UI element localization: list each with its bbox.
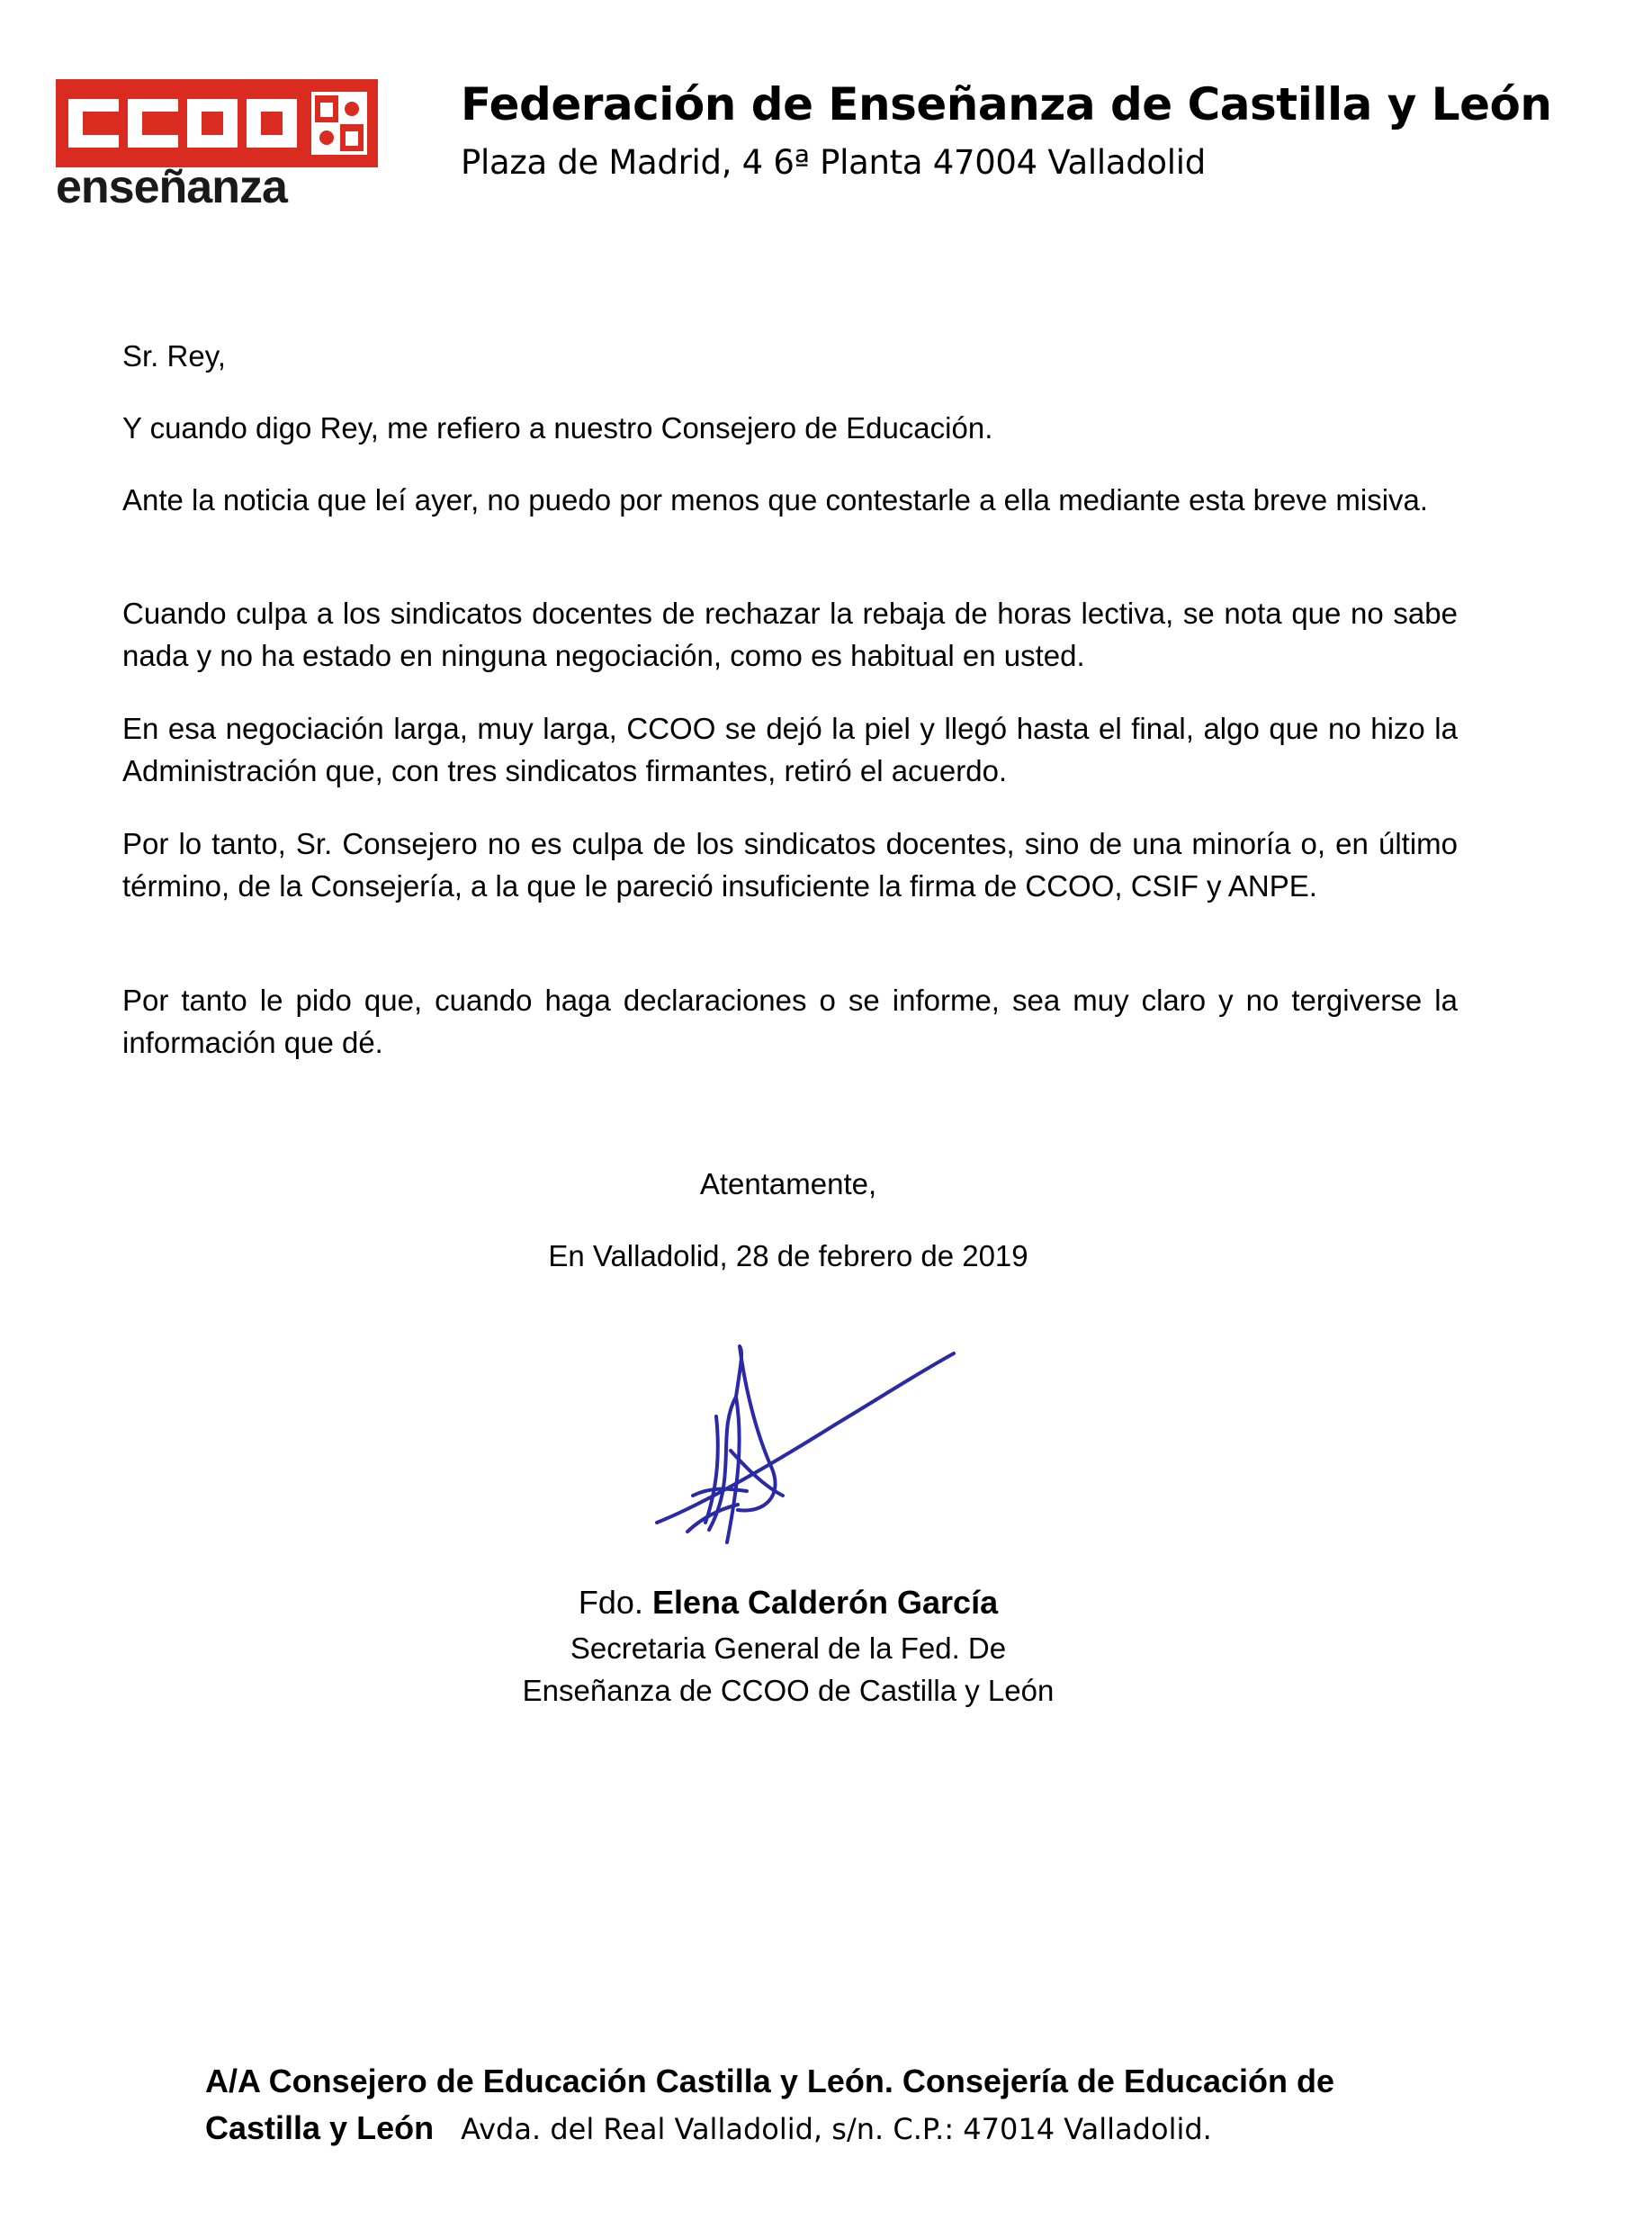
salutation: Sr. Rey, — [122, 339, 226, 373]
signer-line — [0, 1581, 1576, 1623]
handwritten-signature — [630, 1334, 972, 1568]
footer-line-2 — [205, 2106, 1465, 2152]
paragraph-3: Cuando culpa a los sindicatos docentes de rechazar la rebaja de horas lectiva, se nota que no sabe nada y no ha estado en ninguna negociación, como es habitual en usted. — [122, 597, 1458, 672]
signer-role-line-2: Enseñanza de CCOO de Castilla y León — [522, 1674, 1055, 1707]
organization-address: Plaza de Madrid, 4 6ª Planta 47004 Valladolid — [461, 143, 1206, 182]
logo-wordmark: enseñanza — [56, 161, 287, 213]
footer-addressee: A/A Consejero de Educación Castilla y León. Consejería de Educación de — [205, 2063, 1334, 2099]
paragraph-1: Y cuando digo Rey, me refiero a nuestro Consejero de Educación. — [122, 411, 993, 445]
paragraph-5: Por lo tanto, Sr. Consejero no es culpa de los sindicatos docentes, sino de una minoría o, en último término, de la Consejería, a la que le pareció insuficiente la firma de CCOO, CSIF y ANPE. — [122, 827, 1458, 903]
paragraph-6: Por tanto le pido que, cuando haga declaraciones o se informe, sea muy claro y no tergiverse la información que dé. — [122, 984, 1458, 1059]
closing: Atentamente, — [699, 1167, 877, 1200]
signed-prefix: Fdo. — [578, 1584, 643, 1621]
ccoo-logo-mark — [56, 79, 378, 167]
footer-address: Avda. del Real Valladolid, s/n. C.P.: 47014 Valladolid. — [461, 2112, 1212, 2146]
signer-role-line-1: Secretaria General de la Fed. De — [570, 1631, 1007, 1665]
coat-of-arms-icon — [311, 92, 367, 155]
paragraph-2: Ante la noticia que leí ayer, no puedo por menos que contestarle a ella mediante esta breve misiva. — [122, 483, 1429, 517]
footer-region: Castilla y León — [205, 2109, 435, 2146]
ccoo-ensenanza-logo — [56, 79, 380, 211]
place-date: En Valladolid, 28 de febrero de 2019 — [548, 1239, 1028, 1272]
organization-title: Federación de Enseñanza de Castilla y León — [461, 78, 1552, 130]
signer-name: Elena Calderón García — [651, 1584, 999, 1621]
paragraph-4: En esa negociación larga, muy larga, CCOO se dejó la piel y llegó hasta el final, algo que no hizo la Administración que, con tres sindicatos firmantes, retiró el acuerdo. — [122, 712, 1458, 787]
footer-line-1 — [205, 2059, 1465, 2104]
logo-red-block — [56, 79, 378, 167]
